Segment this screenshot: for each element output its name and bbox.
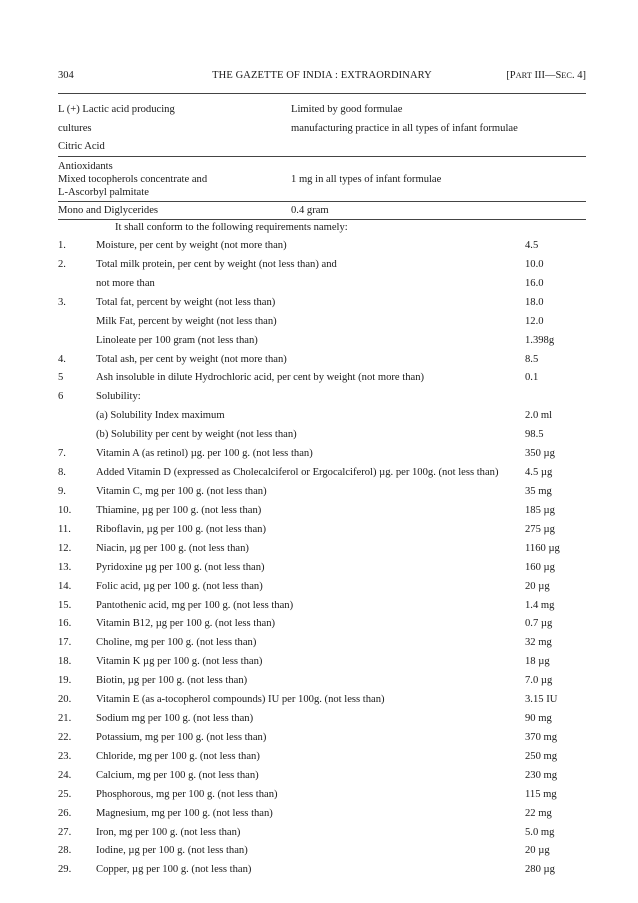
- requirement-description: Biotin, µg per 100 g. (not less than): [96, 675, 248, 687]
- table-rule: [58, 219, 586, 220]
- requirement-value: 370 mg: [525, 731, 558, 743]
- requirement-number: 20.: [58, 694, 72, 706]
- requirement-number: 19.: [58, 675, 72, 687]
- requirement-description: Ash insoluble in dilute Hydrochloric acid, per cent by weight (not more than): [96, 372, 425, 384]
- additive-name: Mono and Diglycerides: [58, 205, 159, 216]
- requirement-description: Vitamin K µg per 100 g. (not less than): [96, 656, 263, 668]
- requirement-number: 2.: [58, 258, 66, 270]
- requirement-value: 115 mg: [525, 788, 557, 800]
- additive-name: Mixed tocopherols concentrate and: [58, 174, 208, 185]
- additive-name: cultures: [58, 123, 92, 134]
- requirement-number: 23.: [58, 750, 72, 762]
- requirement-description: Total ash, per cent by weight (not more than): [96, 353, 287, 365]
- requirement-value: 230 mg: [525, 769, 558, 781]
- additive-limit: manufacturing practice in all types of infant formulae: [291, 123, 518, 134]
- requirement-value: 22 mg: [525, 807, 552, 819]
- requirement-description: not more than: [96, 277, 155, 289]
- requirement-number: 3.: [58, 296, 66, 308]
- header-rule: [58, 93, 586, 94]
- requirement-description: Added Vitamin D (expressed as Cholecalciferol or Ergocalciferol) µg. per 100g. (not less than): [96, 467, 499, 478]
- requirement-description: Sodium mg per 100 g. (not less than): [96, 713, 254, 724]
- requirement-description: Phosphorous, mg per 100 g. (not less than): [96, 788, 278, 800]
- requirement-description: Iodine, µg per 100 g. (not less than): [96, 845, 248, 857]
- requirement-value: 18 µg: [525, 656, 550, 668]
- requirement-description: Potassium, mg per 100 g. (not less than): [96, 731, 267, 743]
- requirement-value: 3.15 IU: [525, 694, 558, 706]
- additive-limit: 0.4 gram: [291, 205, 329, 216]
- requirement-number: 27.: [58, 826, 72, 838]
- page-number: 304: [58, 70, 74, 81]
- requirement-description: Vitamin B12, µg per 100 g. (not less than): [96, 618, 276, 630]
- requirement-description: Milk Fat, percent by weight (not less than): [96, 315, 277, 327]
- requirement-value: 18.0: [525, 296, 544, 308]
- table-rule: [58, 156, 586, 157]
- requirement-value: 90 mg: [525, 713, 552, 724]
- requirement-value: 1.4 mg: [525, 599, 555, 611]
- table-rule: [58, 201, 586, 202]
- requirement-value: 8.5: [525, 353, 539, 365]
- additive-name: L-Ascorbyl palmitate: [58, 187, 149, 198]
- requirement-description: Chloride, mg per 100 g. (not less than): [96, 750, 260, 762]
- requirement-number: 7.: [58, 448, 66, 460]
- requirement-value: 35 mg: [525, 486, 552, 497]
- page-header: [58, 70, 586, 84]
- requirement-description: Magnesium, mg per 100 g. (not less than): [96, 807, 273, 819]
- requirement-description: Linoleate per 100 gram (not less than): [96, 334, 258, 346]
- requirement-description: Vitamin E (as a-tocopherol compounds) IU per 100g. (not less than): [96, 694, 385, 706]
- requirement-value: 10.0: [525, 258, 544, 270]
- requirement-number: 6: [58, 391, 64, 403]
- requirement-description: Vitamin C, mg per 100 g. (not less than): [96, 486, 267, 497]
- requirement-value: 12.0: [525, 315, 544, 327]
- requirement-value: 20 µg: [525, 845, 550, 857]
- requirement-number: 21.: [58, 713, 72, 724]
- requirement-value: 160 µg: [525, 561, 555, 573]
- requirement-number: 22.: [58, 731, 72, 743]
- requirement-number: 1.: [58, 240, 66, 251]
- requirement-number: 13.: [58, 561, 72, 573]
- requirement-value: 4.5: [525, 240, 539, 251]
- requirement-description: Total milk protein, per cent by weight (not less than) and: [96, 258, 337, 270]
- requirement-description: Vitamin A (as retinol) µg. per 100 g. (not less than): [96, 448, 313, 460]
- gazette-title: THE GAZETTE OF INDIA : EXTRAORDINARY: [212, 70, 432, 81]
- requirement-number: 9.: [58, 486, 66, 497]
- requirement-description: Thiamine, µg per 100 g. (not less than): [96, 504, 262, 516]
- requirement-number: 16.: [58, 618, 72, 630]
- requirement-number: 24.: [58, 769, 72, 781]
- additive-name: Antioxidants: [58, 161, 113, 172]
- requirement-description: Folic acid, µg per 100 g. (not less than): [96, 580, 263, 592]
- requirement-number: 15.: [58, 599, 72, 611]
- requirement-number: 12.: [58, 542, 72, 554]
- requirement-description: Moisture, per cent by weight (not more than): [96, 240, 287, 251]
- requirement-value: 20 µg: [525, 580, 550, 592]
- additive-limit: 1 mg in all types of infant formulae: [291, 174, 442, 185]
- requirement-value: 2.0 ml: [525, 410, 553, 422]
- requirement-value: 1.398g: [525, 334, 555, 346]
- requirement-number: 29.: [58, 864, 72, 876]
- requirement-description: Choline, mg per 100 g. (not less than): [96, 637, 257, 649]
- requirement-description: Riboflavin, µg per 100 g. (not less than): [96, 523, 266, 535]
- requirement-number: 25.: [58, 788, 72, 800]
- requirement-number: 18.: [58, 656, 72, 668]
- requirement-number: 17.: [58, 637, 72, 649]
- requirement-value: 32 mg: [525, 637, 552, 649]
- requirement-value: 5.0 mg: [525, 826, 555, 838]
- requirement-description: Pyridoxine µg per 100 g. (not less than): [96, 561, 265, 573]
- requirement-value: 250 mg: [525, 750, 558, 762]
- requirement-description: Calcium, mg per 100 g. (not less than): [96, 769, 259, 781]
- requirement-number: 26.: [58, 807, 72, 819]
- requirement-number: 28.: [58, 845, 72, 857]
- requirement-number: 8.: [58, 467, 66, 478]
- requirement-number: 11.: [58, 523, 71, 535]
- requirement-value: 1160 µg: [525, 542, 560, 554]
- requirement-number: 14.: [58, 580, 72, 592]
- requirement-value: 4.5 µg: [525, 467, 553, 478]
- requirement-description: Total fat, percent by weight (not less than): [96, 296, 276, 308]
- requirement-value: 7.0 µg: [525, 675, 553, 687]
- additive-name: Citric Acid: [58, 141, 105, 152]
- requirement-value: 0.7 µg: [525, 618, 553, 630]
- requirement-description: Solubility:: [96, 391, 141, 403]
- additive-limit: Limited by good formulae: [291, 104, 403, 115]
- requirement-value: 16.0: [525, 277, 544, 289]
- requirement-value: 98.5: [525, 429, 544, 441]
- additive-name: L (+) Lactic acid producing: [58, 104, 175, 115]
- requirement-description: Pantothenic acid, mg per 100 g. (not less than): [96, 599, 294, 611]
- requirements-intro: It shall conform to the following requirements namely:: [115, 222, 348, 233]
- requirement-number: 4.: [58, 353, 66, 365]
- requirement-value: 185 µg: [525, 504, 555, 516]
- requirement-description: Copper, µg per 100 g. (not less than): [96, 864, 252, 876]
- requirement-description: (a) Solubility Index maximum: [96, 410, 225, 422]
- requirement-number: 10.: [58, 504, 72, 516]
- requirement-value: 0.1: [525, 372, 539, 384]
- requirement-value: 350 µg: [525, 448, 555, 460]
- part-section-label: [PART III—SEC. 4]: [506, 70, 586, 81]
- requirement-value: 280 µg: [525, 864, 555, 876]
- requirement-value: 275 µg: [525, 523, 555, 535]
- requirement-description: Niacin, µg per 100 g. (not less than): [96, 542, 249, 554]
- requirement-number: 5: [58, 372, 64, 384]
- requirement-description: (b) Solubility per cent by weight (not less than): [96, 429, 297, 441]
- requirement-description: Iron, mg per 100 g. (not less than): [96, 826, 241, 838]
